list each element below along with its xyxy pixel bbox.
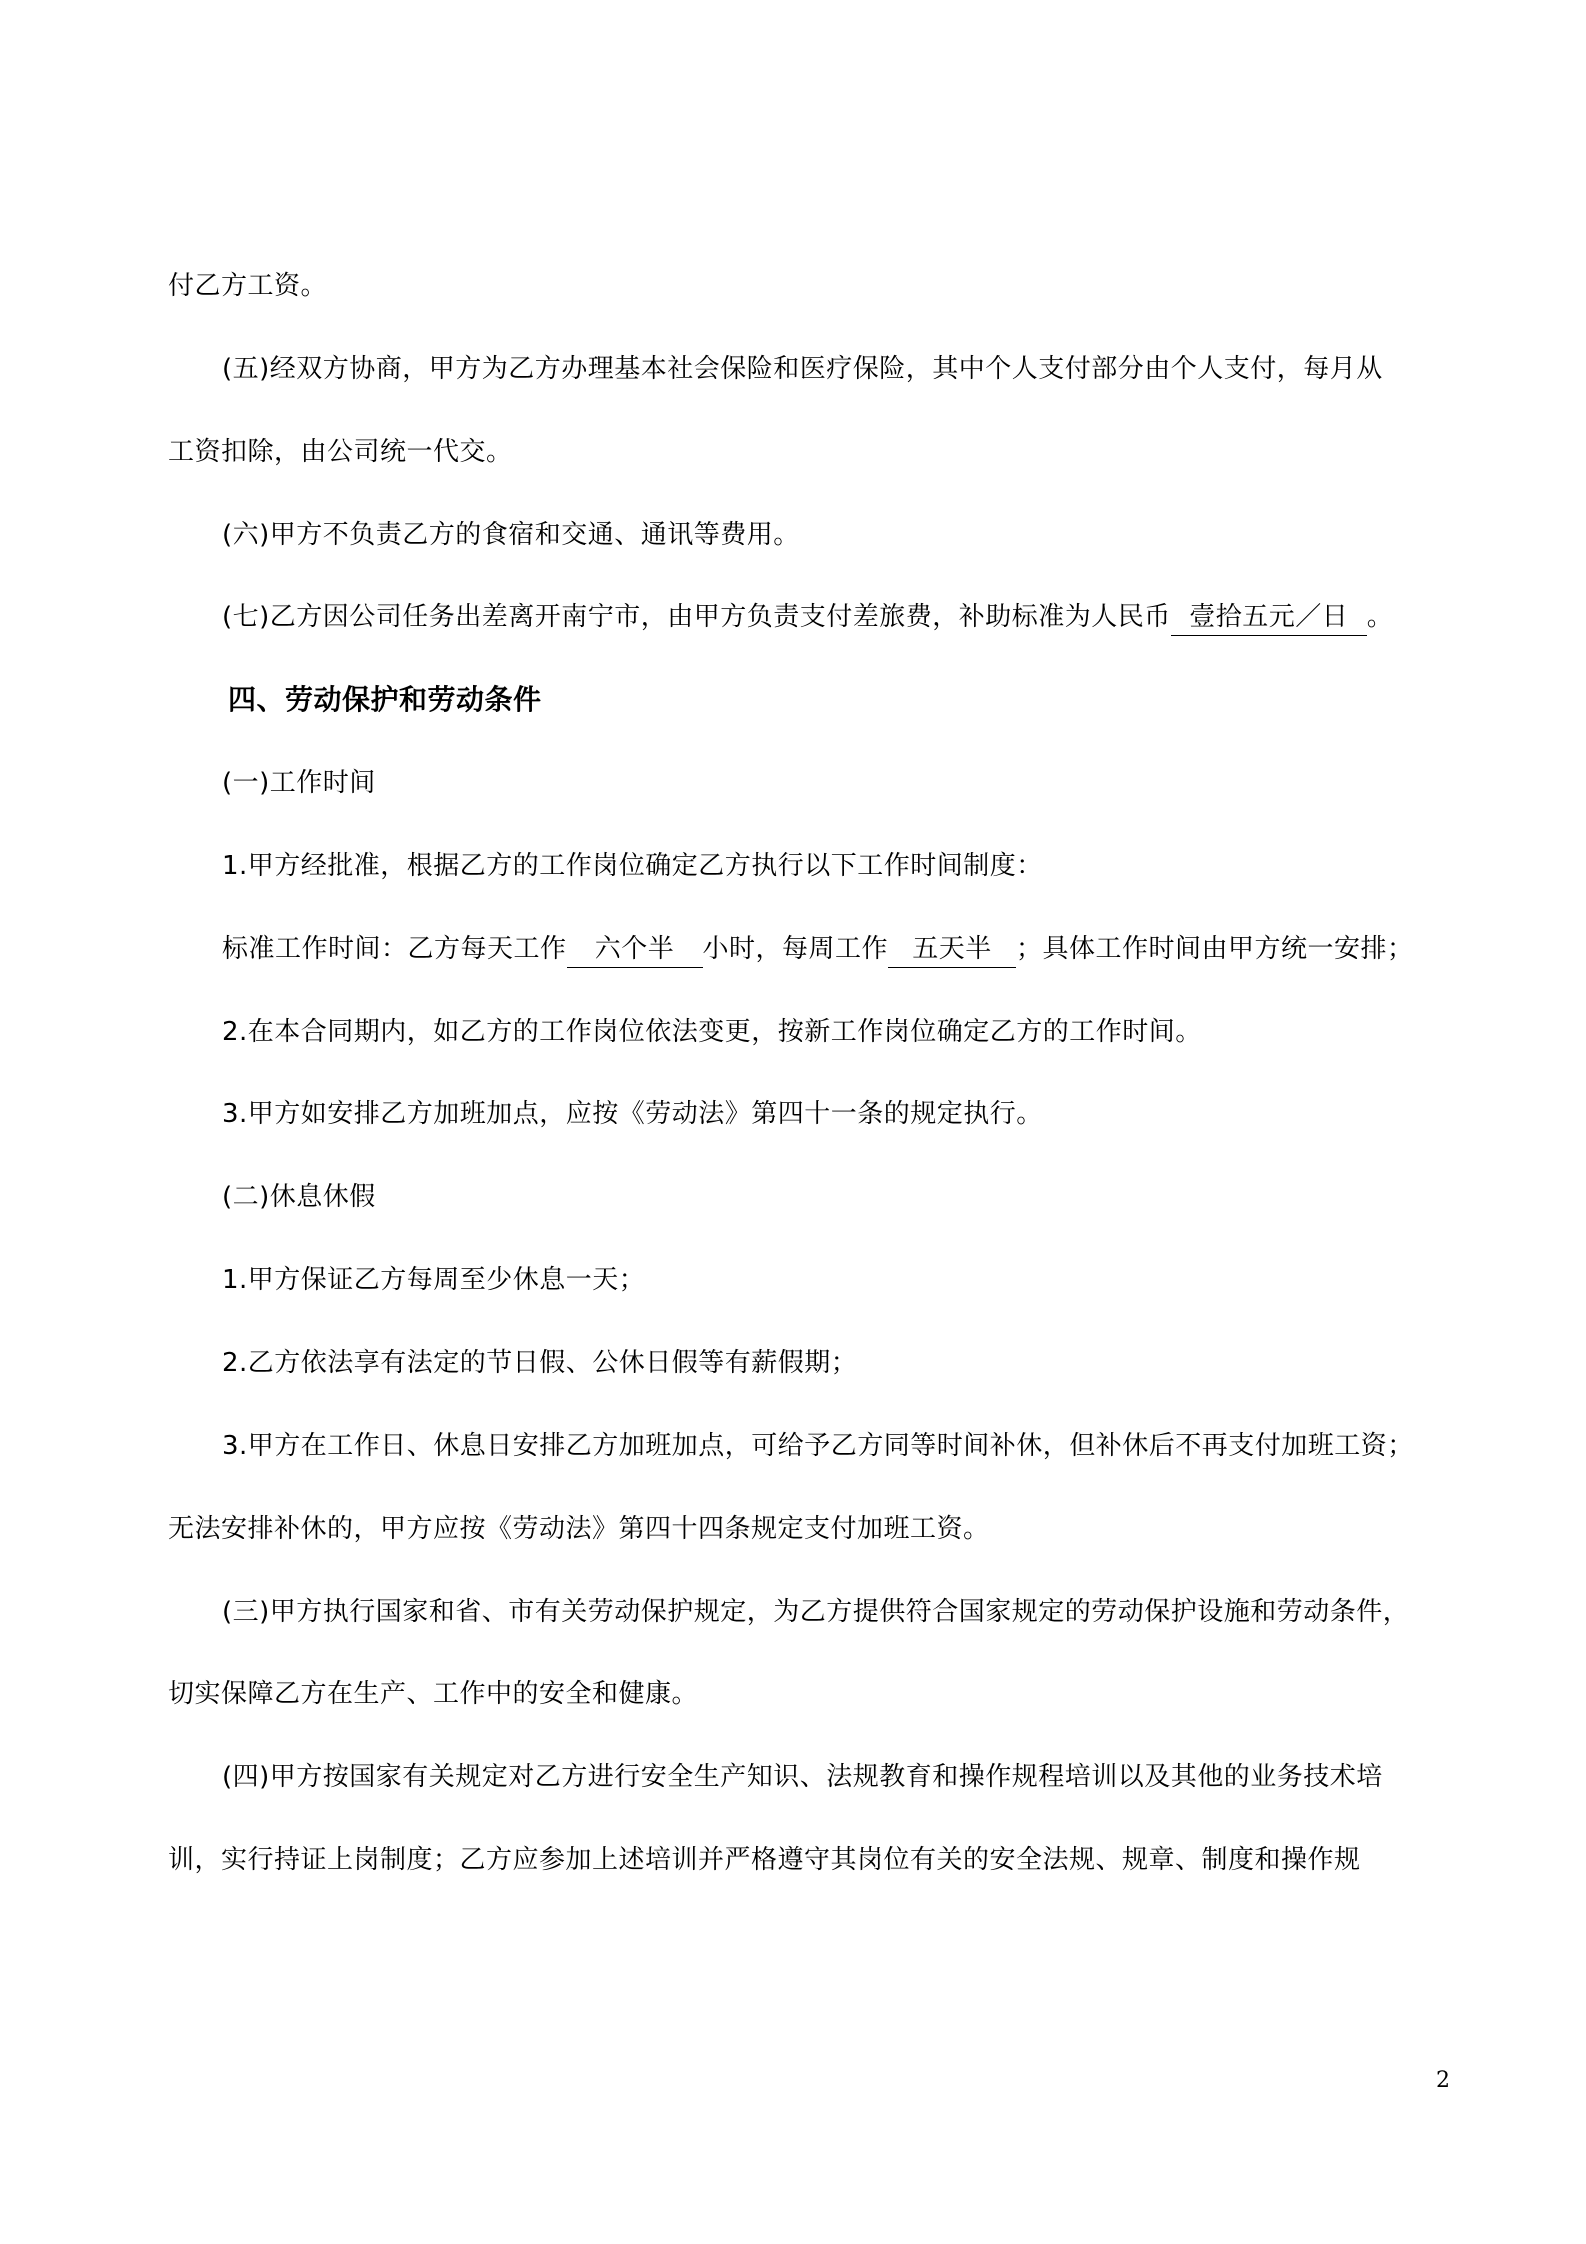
page-number: 2 — [1436, 2068, 1450, 2093]
clause-7 — [222, 597, 1448, 637]
allowance-fill-blank: 壹拾五元／日 — [1171, 599, 1367, 636]
subsection-rest-leave: (二)休息休假 — [222, 1182, 376, 1212]
standard-work-time-mid: 小时，每周工作 — [702, 934, 889, 964]
daily-hours-fill-blank: 六个半 — [567, 931, 703, 968]
clause-7-text: (七)乙方因公司任务出差离开南宁市，由甲方负责支付差旅费，补助标准为人民币 — [222, 602, 1171, 632]
work-time-item-3: 3.甲方如安排乙方加班加点，应按《劳动法》第四十一条的规定执行。 — [222, 1099, 1043, 1129]
work-time-item-2: 2.在本合同期内，如乙方的工作岗位依法变更，按新工作岗位确定乙方的工作时间。 — [222, 1017, 1202, 1047]
clause-protection-4: (四)甲方按国家有关规定对乙方进行安全生产知识、法规教育和操作规程培训以及其他的业务技术培 — [222, 1762, 1383, 1792]
rest-item-3-continued: 无法安排补休的，甲方应按《劳动法》第四十四条规定支付加班工资。 — [168, 1514, 990, 1544]
clause-5: (五)经双方协商，甲方为乙方办理基本社会保险和医疗保险，其中个人支付部分由个人支付，每月从 — [222, 354, 1383, 384]
standard-work-time-end: ；具体工作时间由甲方统一安排； — [1016, 934, 1414, 964]
clause-protection-3: (三)甲方执行国家和省、市有关劳动保护规定，为乙方提供符合国家规定的劳动保护设施和劳动条件， — [222, 1597, 1410, 1627]
section-heading-4: 四、劳动保护和劳动条件 — [228, 683, 542, 716]
rest-item-3: 3.甲方在工作日、休息日安排乙方加班加点，可给予乙方同等时间补休，但补休后不再支付加班工资； — [222, 1431, 1414, 1461]
clause-5-continued: 工资扣除，由公司统一代交。 — [168, 437, 513, 467]
standard-work-time — [222, 929, 1448, 969]
weekly-days-fill-blank: 五天半 — [888, 931, 1016, 968]
clause-protection-3-continued: 切实保障乙方在生产、工作中的安全和健康。 — [168, 1679, 699, 1709]
paragraph-line: 付乙方工资。 — [168, 271, 328, 301]
subsection-work-time: (一)工作时间 — [222, 768, 376, 798]
clause-6: (六)甲方不负责乙方的食宿和交通、通讯等费用。 — [222, 520, 800, 550]
clause-protection-4-continued: 训，实行持证上岗制度；乙方应参加上述培训并严格遵守其岗位有关的安全法规、规章、制度和操作规 — [168, 1845, 1361, 1875]
work-time-item-1: 1.甲方经批准，根据乙方的工作岗位确定乙方执行以下工作时间制度： — [222, 851, 1043, 881]
rest-item-1: 1.甲方保证乙方每周至少休息一天； — [222, 1265, 646, 1295]
clause-7-suffix: 。 — [1366, 602, 1394, 632]
rest-item-2: 2.乙方依法享有法定的节日假、公休日假等有薪假期； — [222, 1348, 858, 1378]
standard-work-time-label: 标准工作时间：乙方每天工作 — [222, 934, 567, 964]
